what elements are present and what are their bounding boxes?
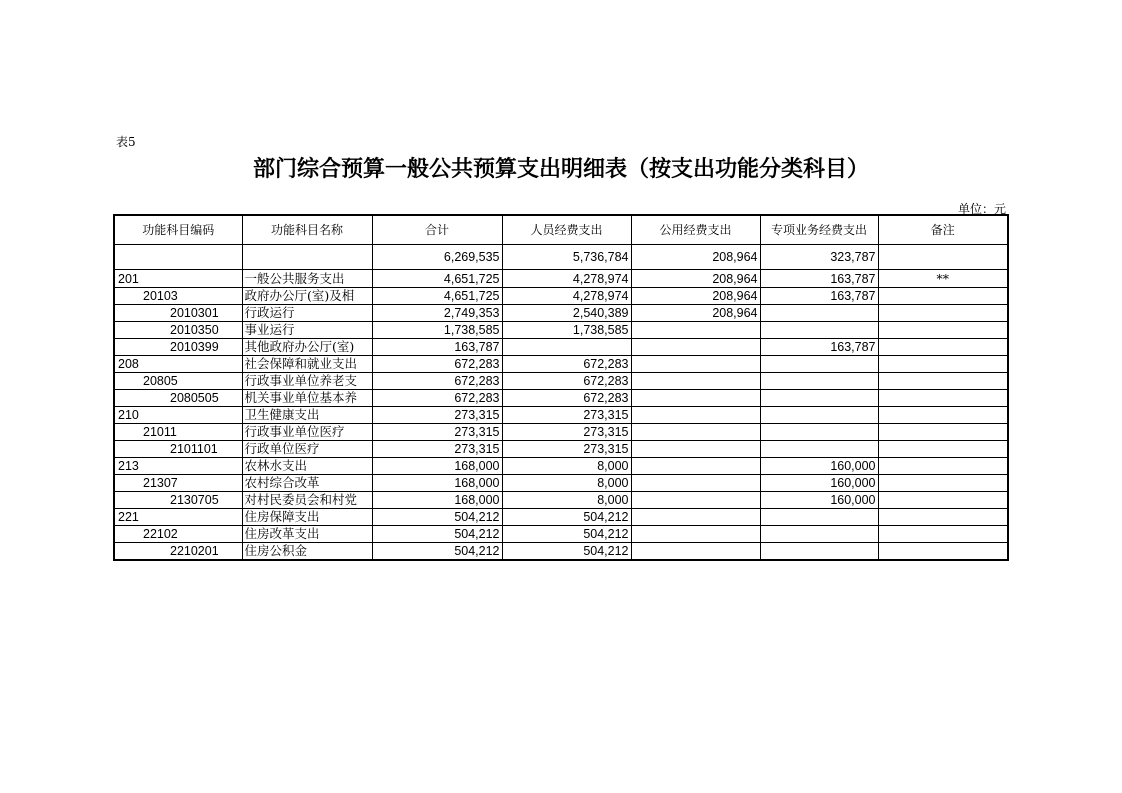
row-public <box>631 322 760 339</box>
row-remark <box>878 543 1008 561</box>
table-number: 表5 <box>116 135 136 149</box>
row-public <box>631 356 760 373</box>
row-sum: 163,787 <box>372 339 502 356</box>
row-special: 160,000 <box>760 492 878 509</box>
row-remark <box>878 373 1008 390</box>
row-personnel: 504,212 <box>502 543 631 561</box>
row-special <box>760 424 878 441</box>
row-public: 208,964 <box>631 305 760 322</box>
row-name: 农林水支出 <box>242 458 372 475</box>
row-personnel: 8,000 <box>502 492 631 509</box>
row-sum: 504,212 <box>372 509 502 526</box>
row-public: 208,964 <box>631 288 760 305</box>
table-row <box>114 322 1008 339</box>
row-remark <box>878 441 1008 458</box>
total-code <box>114 245 242 270</box>
row-special <box>760 441 878 458</box>
row-personnel: 8,000 <box>502 458 631 475</box>
total-personnel: 5,736,784 <box>502 245 631 270</box>
total-sum: 6,269,535 <box>372 245 502 270</box>
row-personnel: 273,315 <box>502 407 631 424</box>
budget-table <box>113 214 1009 561</box>
row-sum: 672,283 <box>372 390 502 407</box>
table-row <box>114 475 1008 492</box>
table-row <box>114 288 1008 305</box>
row-special <box>760 509 878 526</box>
row-public <box>631 373 760 390</box>
row-public <box>631 441 760 458</box>
row-name: 住房保障支出 <box>242 509 372 526</box>
row-special <box>760 407 878 424</box>
row-remark <box>878 322 1008 339</box>
table-row <box>114 458 1008 475</box>
row-sum: 168,000 <box>372 492 502 509</box>
row-special <box>760 543 878 561</box>
row-personnel: 4,278,974 <box>502 270 631 288</box>
row-name: 行政事业单位养老支 <box>242 373 372 390</box>
table-row <box>114 373 1008 390</box>
row-code: 20805 <box>114 373 242 390</box>
header-row <box>114 215 1008 245</box>
row-special: 163,787 <box>760 288 878 305</box>
row-public <box>631 526 760 543</box>
row-code: 2130705 <box>114 492 242 509</box>
table-row <box>114 424 1008 441</box>
row-remark: ** <box>878 270 1008 288</box>
row-code: 210 <box>114 407 242 424</box>
row-public <box>631 509 760 526</box>
row-code: 20103 <box>114 288 242 305</box>
row-personnel: 273,315 <box>502 424 631 441</box>
table-row <box>114 339 1008 356</box>
row-personnel: 672,283 <box>502 356 631 373</box>
row-sum: 504,212 <box>372 543 502 561</box>
row-name: 住房公积金 <box>242 543 372 561</box>
row-remark <box>878 424 1008 441</box>
row-public <box>631 458 760 475</box>
row-code: 21011 <box>114 424 242 441</box>
row-personnel: 1,738,585 <box>502 322 631 339</box>
header-sum: 合计 <box>372 215 502 245</box>
row-remark <box>878 458 1008 475</box>
row-public <box>631 424 760 441</box>
row-name: 对村民委员会和村党 <box>242 492 372 509</box>
row-sum: 4,651,725 <box>372 270 502 288</box>
row-name: 行政单位医疗 <box>242 441 372 458</box>
row-code: 2010399 <box>114 339 242 356</box>
row-remark <box>878 492 1008 509</box>
header-remark: 备注 <box>878 215 1008 245</box>
row-personnel: 8,000 <box>502 475 631 492</box>
row-code: 221 <box>114 509 242 526</box>
row-personnel: 672,283 <box>502 390 631 407</box>
row-personnel: 273,315 <box>502 441 631 458</box>
row-public: 208,964 <box>631 270 760 288</box>
row-name: 机关事业单位基本养 <box>242 390 372 407</box>
row-special: 163,787 <box>760 270 878 288</box>
row-code: 2010350 <box>114 322 242 339</box>
row-name: 政府办公厅(室)及相 <box>242 288 372 305</box>
row-personnel: 504,212 <box>502 526 631 543</box>
row-remark <box>878 407 1008 424</box>
table-row <box>114 270 1008 288</box>
row-sum: 2,749,353 <box>372 305 502 322</box>
row-sum: 672,283 <box>372 356 502 373</box>
row-code: 213 <box>114 458 242 475</box>
row-sum: 273,315 <box>372 424 502 441</box>
row-sum: 168,000 <box>372 475 502 492</box>
row-name: 农村综合改革 <box>242 475 372 492</box>
header-personnel: 人员经费支出 <box>502 215 631 245</box>
row-code: 2101101 <box>114 441 242 458</box>
row-special: 163,787 <box>760 339 878 356</box>
header-public: 公用经费支出 <box>631 215 760 245</box>
header-special: 专项业务经费支出 <box>760 215 878 245</box>
row-name: 行政事业单位医疗 <box>242 424 372 441</box>
row-public <box>631 475 760 492</box>
total-row <box>114 245 1008 270</box>
row-remark <box>878 509 1008 526</box>
row-special <box>760 373 878 390</box>
row-special <box>760 356 878 373</box>
row-public <box>631 407 760 424</box>
row-personnel: 672,283 <box>502 373 631 390</box>
header-code: 功能科目编码 <box>114 215 242 245</box>
row-remark <box>878 526 1008 543</box>
row-remark <box>878 475 1008 492</box>
table-row <box>114 441 1008 458</box>
total-special: 323,787 <box>760 245 878 270</box>
row-sum: 273,315 <box>372 407 502 424</box>
row-name: 行政运行 <box>242 305 372 322</box>
table-row <box>114 526 1008 543</box>
row-name: 其他政府办公厅(室) <box>242 339 372 356</box>
row-sum: 273,315 <box>372 441 502 458</box>
row-public <box>631 390 760 407</box>
row-code: 201 <box>114 270 242 288</box>
table-row <box>114 407 1008 424</box>
row-public <box>631 339 760 356</box>
table-row <box>114 543 1008 561</box>
row-special <box>760 526 878 543</box>
row-sum: 672,283 <box>372 373 502 390</box>
row-code: 208 <box>114 356 242 373</box>
row-personnel: 2,540,389 <box>502 305 631 322</box>
row-name: 事业运行 <box>242 322 372 339</box>
row-personnel: 4,278,974 <box>502 288 631 305</box>
row-special <box>760 390 878 407</box>
row-public <box>631 492 760 509</box>
row-code: 22102 <box>114 526 242 543</box>
table-row <box>114 390 1008 407</box>
row-remark <box>878 305 1008 322</box>
row-code: 21307 <box>114 475 242 492</box>
row-public <box>631 543 760 561</box>
total-name <box>242 245 372 270</box>
row-code: 2010301 <box>114 305 242 322</box>
row-special: 160,000 <box>760 458 878 475</box>
row-sum: 168,000 <box>372 458 502 475</box>
row-remark <box>878 339 1008 356</box>
unit-label: 单位：元 <box>957 202 1006 216</box>
row-personnel <box>502 339 631 356</box>
table-row <box>114 305 1008 322</box>
page-title: 部门综合预算一般公共预算支出明细表（按支出功能分类科目） <box>252 157 869 182</box>
table-row <box>114 492 1008 509</box>
header-name: 功能科目名称 <box>242 215 372 245</box>
row-special: 160,000 <box>760 475 878 492</box>
row-remark <box>878 288 1008 305</box>
row-remark <box>878 390 1008 407</box>
row-name: 社会保障和就业支出 <box>242 356 372 373</box>
total-remark <box>878 245 1008 270</box>
table-row <box>114 356 1008 373</box>
row-name: 一般公共服务支出 <box>242 270 372 288</box>
row-code: 2210201 <box>114 543 242 561</box>
table-row <box>114 509 1008 526</box>
row-remark <box>878 356 1008 373</box>
row-special <box>760 305 878 322</box>
row-personnel: 504,212 <box>502 509 631 526</box>
total-public: 208,964 <box>631 245 760 270</box>
row-name: 卫生健康支出 <box>242 407 372 424</box>
row-code: 2080505 <box>114 390 242 407</box>
row-special <box>760 322 878 339</box>
row-sum: 1,738,585 <box>372 322 502 339</box>
row-sum: 4,651,725 <box>372 288 502 305</box>
row-name: 住房改革支出 <box>242 526 372 543</box>
row-sum: 504,212 <box>372 526 502 543</box>
